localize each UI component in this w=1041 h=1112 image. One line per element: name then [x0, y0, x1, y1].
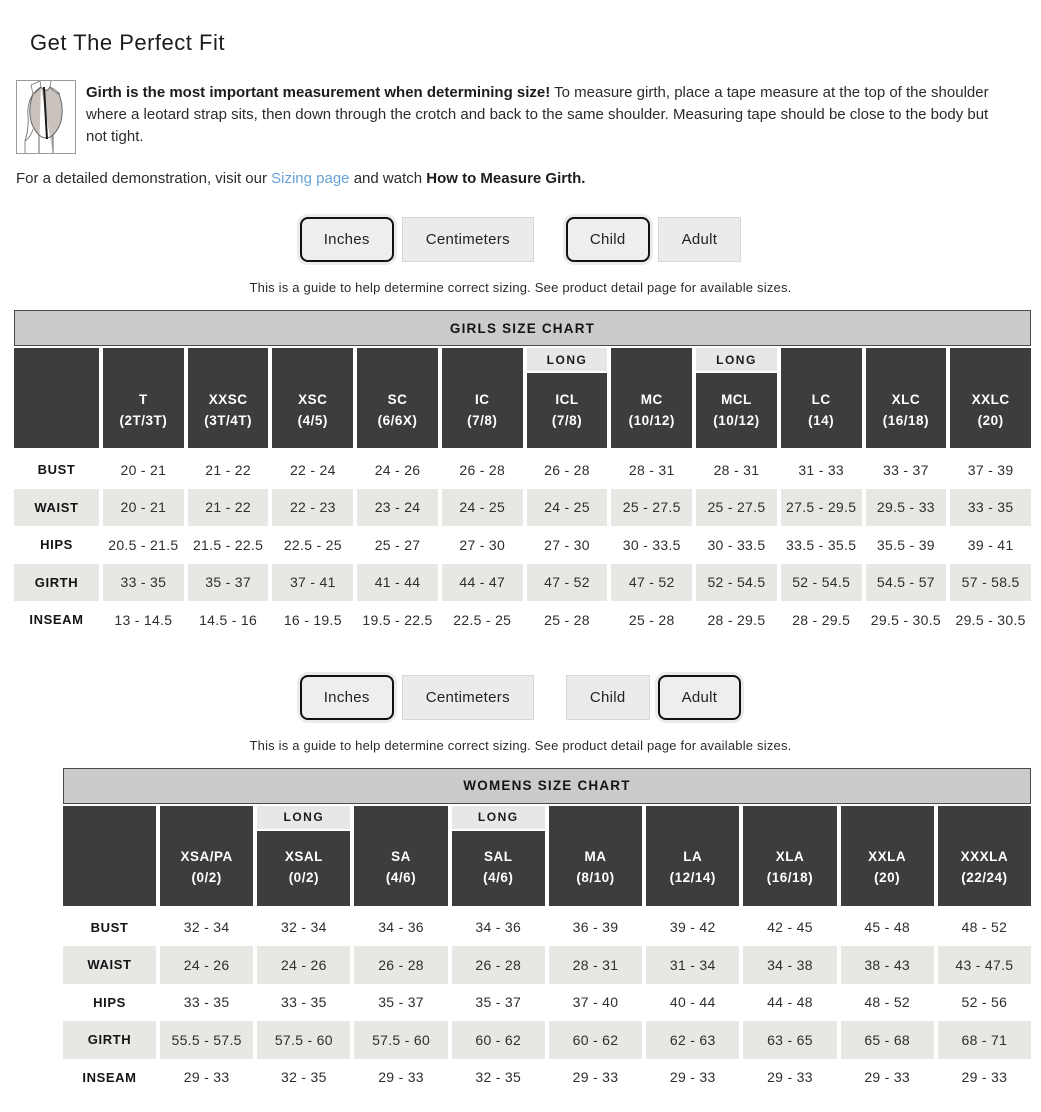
size-cell: 65 - 68: [841, 1021, 934, 1059]
size-cell: 35 - 37: [452, 984, 545, 1022]
size-cell: 28 - 31: [549, 946, 642, 984]
size-cell: 37 - 39: [950, 451, 1031, 489]
column-header-xxla: [841, 806, 934, 906]
header-corner-cell: [63, 806, 156, 906]
size-code: SAL: [484, 849, 513, 865]
size-cell: 27 - 30: [527, 526, 608, 564]
size-cell: 34 - 36: [452, 909, 545, 947]
size-cell: 54.5 - 57: [866, 564, 947, 602]
size-range: (4/5): [297, 412, 328, 428]
size-cell: 25 - 27.5: [611, 489, 692, 527]
size-range: (20): [977, 412, 1004, 428]
size-cell: 31 - 33: [781, 451, 862, 489]
size-cell: 47 - 52: [611, 564, 692, 602]
column-header-label: [866, 373, 947, 448]
size-range: (6/6X): [377, 412, 418, 428]
column-header-label: [781, 373, 862, 448]
size-cell: 33 - 37: [866, 451, 947, 489]
page-title: Get The Perfect Fit: [30, 30, 225, 55]
size-cell: 48 - 52: [938, 909, 1031, 947]
size-code: XSAL: [284, 849, 323, 865]
size-cell: 20.5 - 21.5: [103, 526, 184, 564]
girth-intro-section: [16, 80, 1011, 154]
size-code: XXXLA: [960, 849, 1009, 865]
size-range: (14): [808, 412, 835, 428]
size-cell: 25 - 27.5: [696, 489, 777, 527]
size-cell: 35.5 - 39: [866, 526, 947, 564]
size-cell: 44 - 48: [743, 984, 836, 1022]
column-header-label: [950, 373, 1031, 448]
size-range: (22/24): [961, 870, 1008, 885]
size-code: XSC: [298, 391, 328, 407]
column-header-icl: [527, 348, 608, 448]
size-range: (3T/4T): [204, 412, 252, 428]
column-header-lc: [781, 348, 862, 448]
inches-button[interactable]: Inches: [300, 675, 394, 720]
size-cell: 20 - 21: [103, 489, 184, 527]
size-range: (16/18): [882, 412, 930, 428]
centimeters-button[interactable]: Centimeters: [402, 675, 534, 720]
size-cell: 24 - 26: [160, 946, 253, 984]
size-range: (7/8): [467, 412, 498, 428]
size-cell: 22 - 24: [272, 451, 353, 489]
size-cell: 22.5 - 25: [442, 601, 523, 639]
adult-button[interactable]: Adult: [658, 675, 742, 720]
size-code: MCL: [721, 391, 752, 407]
column-header-label: [257, 831, 350, 906]
size-code: XLC: [891, 391, 921, 407]
size-cell: 24 - 26: [257, 946, 350, 984]
girls-chart-caption: This is a guide to help determine correct sizing. See product detail page for available sizes.: [249, 280, 792, 295]
size-cell: 31 - 34: [646, 946, 739, 984]
size-cell: 38 - 43: [841, 946, 934, 984]
column-header-sal: [452, 806, 545, 906]
column-header-label: [357, 373, 438, 448]
size-cell: 41 - 44: [357, 564, 438, 602]
size-cell: 26 - 28: [354, 946, 447, 984]
row-label-inseam: INSEAM: [14, 601, 99, 639]
girls-size-chart: [14, 310, 1031, 639]
table-row-hips: [63, 984, 1031, 1022]
size-range: (0/2): [288, 870, 319, 885]
size-cell: 62 - 63: [646, 1021, 739, 1059]
girth-measure-illustration: [17, 81, 75, 153]
leotard-figure: [16, 80, 76, 154]
size-cell: 21 - 22: [188, 451, 269, 489]
size-cell: 25 - 28: [527, 601, 608, 639]
size-code: MC: [640, 391, 663, 407]
size-cell: 57.5 - 60: [354, 1021, 447, 1059]
size-cell: 63 - 65: [743, 1021, 836, 1059]
girth-intro-bold: Girth is the most important measurement when determining size!: [86, 84, 551, 101]
girls-toggle-group: [0, 217, 1041, 262]
size-cell: 24 - 25: [442, 489, 523, 527]
size-cell: 30 - 33.5: [611, 526, 692, 564]
girls-size-chart-titlebar: GIRLS SIZE CHART: [14, 310, 1031, 346]
size-cell: 22.5 - 25: [272, 526, 353, 564]
size-cell: 57 - 58.5: [950, 564, 1031, 602]
size-cell: 33 - 35: [103, 564, 184, 602]
size-cell: 27 - 30: [442, 526, 523, 564]
column-header-xsal: [257, 806, 350, 906]
long-badge: LONG: [257, 806, 350, 831]
size-cell: 29.5 - 30.5: [950, 601, 1031, 639]
size-code: XXLC: [971, 391, 1010, 407]
centimeters-button[interactable]: Centimeters: [402, 217, 534, 262]
size-cell: 37 - 40: [549, 984, 642, 1022]
size-range: (20): [874, 870, 901, 885]
column-header-xsa-pa: [160, 806, 253, 906]
size-cell: 68 - 71: [938, 1021, 1031, 1059]
size-cell: 26 - 28: [527, 451, 608, 489]
size-cell: 29.5 - 33: [866, 489, 947, 527]
chart-header-row: [63, 806, 1031, 906]
size-code: IC: [475, 391, 490, 407]
size-cell: 29 - 33: [841, 1059, 934, 1097]
column-header-label: [354, 831, 447, 906]
size-cell: 19.5 - 22.5: [357, 601, 438, 639]
size-cell: 52 - 56: [938, 984, 1031, 1022]
row-label-girth: GIRTH: [14, 564, 99, 602]
long-badge: LONG: [452, 806, 545, 831]
table-row-girth: [14, 564, 1031, 602]
size-cell: 29 - 33: [160, 1059, 253, 1097]
column-header-label: [160, 831, 253, 906]
column-header-la: [646, 806, 739, 906]
table-row-bust: [63, 909, 1031, 947]
row-label-hips: HIPS: [14, 526, 99, 564]
size-range: (16/18): [766, 870, 814, 885]
size-cell: 28 - 31: [611, 451, 692, 489]
column-header-label: [611, 373, 692, 448]
size-code: XSA/PA: [180, 849, 233, 865]
size-range: (10/12): [713, 412, 760, 428]
size-cell: 35 - 37: [354, 984, 447, 1022]
size-range: (10/12): [628, 412, 675, 428]
column-header-label: [527, 373, 608, 448]
size-code: T: [138, 391, 148, 407]
size-code: XXSC: [208, 391, 248, 407]
size-range: (8/10): [576, 870, 615, 885]
column-header-label: [103, 373, 184, 448]
long-badge: LONG: [527, 348, 608, 373]
size-cell: 28 - 29.5: [696, 601, 777, 639]
size-cell: 37 - 41: [272, 564, 353, 602]
header-corner-cell: [14, 348, 99, 448]
table-row-bust: [14, 451, 1031, 489]
column-header-label: [743, 831, 836, 906]
demo-line: [16, 170, 1041, 187]
size-code: SA: [391, 849, 411, 865]
size-cell: 43 - 47.5: [938, 946, 1031, 984]
size-range: (12/14): [669, 870, 716, 885]
size-cell: 28 - 31: [696, 451, 777, 489]
size-code: XXLA: [868, 849, 907, 865]
column-header-label: [938, 831, 1031, 906]
table-row-girth: [63, 1021, 1031, 1059]
size-cell: 29 - 33: [549, 1059, 642, 1097]
size-code: LC: [811, 391, 831, 407]
column-header-xxlc: [950, 348, 1031, 448]
size-cell: 21.5 - 22.5: [188, 526, 269, 564]
size-cell: 33 - 35: [950, 489, 1031, 527]
size-cell: 14.5 - 16: [188, 601, 269, 639]
column-header-mcl: [696, 348, 777, 448]
size-cell: 29 - 33: [646, 1059, 739, 1097]
size-cell: 60 - 62: [452, 1021, 545, 1059]
size-cell: 26 - 28: [442, 451, 523, 489]
chart-header-row: [14, 348, 1031, 448]
size-range: (2T/3T): [119, 412, 168, 428]
size-cell: 25 - 27: [357, 526, 438, 564]
size-cell: 29.5 - 30.5: [866, 601, 947, 639]
womens-toggle-group: [0, 675, 1041, 720]
size-cell: 33 - 35: [257, 984, 350, 1022]
inches-button[interactable]: Inches: [300, 217, 394, 262]
size-cell: 57.5 - 60: [257, 1021, 350, 1059]
table-row-waist: [63, 946, 1031, 984]
size-cell: 39 - 41: [950, 526, 1031, 564]
womens-size-chart-titlebar: WOMENS SIZE CHART: [63, 768, 1031, 804]
size-cell: 52 - 54.5: [696, 564, 777, 602]
column-header-sc: [357, 348, 438, 448]
demo-bold: How to Measure Girth.: [426, 170, 586, 187]
size-cell: 13 - 14.5: [103, 601, 184, 639]
size-cell: 32 - 35: [257, 1059, 350, 1097]
size-cell: 26 - 28: [452, 946, 545, 984]
column-header-mc: [611, 348, 692, 448]
size-cell: 60 - 62: [549, 1021, 642, 1059]
size-code: LA: [683, 849, 703, 865]
size-cell: 25 - 28: [611, 601, 692, 639]
size-range: (4/6): [385, 870, 417, 885]
column-header-label: [188, 373, 269, 448]
girth-intro-text: [86, 80, 1011, 148]
table-row-hips: [14, 526, 1031, 564]
size-code: SC: [387, 391, 408, 407]
size-cell: 48 - 52: [841, 984, 934, 1022]
child-button[interactable]: Child: [566, 217, 650, 262]
womens-size-chart: [63, 768, 1031, 1097]
size-range: (0/2): [191, 870, 222, 885]
girth-intro-rest: To measure girth, place a tape measure at the top of the shoulder where a leotard strap sits, then down through the crotch and back to the same shoulder. Measuring tape should be close to the body but not tight.: [86, 84, 989, 145]
column-header-sa: [354, 806, 447, 906]
table-row-waist: [14, 489, 1031, 527]
size-cell: 30 - 33.5: [696, 526, 777, 564]
size-cell: 35 - 37: [188, 564, 269, 602]
size-cell: 28 - 29.5: [781, 601, 862, 639]
row-label-inseam: INSEAM: [63, 1059, 156, 1097]
table-row-inseam: [63, 1059, 1031, 1097]
row-label-waist: WAIST: [14, 489, 99, 527]
size-cell: 29 - 33: [938, 1059, 1031, 1097]
size-cell: 44 - 47: [442, 564, 523, 602]
size-cell: 32 - 34: [257, 909, 350, 947]
demo-middle: and watch: [349, 170, 427, 187]
row-label-hips: HIPS: [63, 984, 156, 1022]
size-cell: 32 - 34: [160, 909, 253, 947]
size-code: ICL: [555, 391, 579, 407]
size-cell: 29 - 33: [354, 1059, 447, 1097]
row-label-waist: WAIST: [63, 946, 156, 984]
size-cell: 32 - 35: [452, 1059, 545, 1097]
column-header-label: [646, 831, 739, 906]
size-cell: 45 - 48: [841, 909, 934, 947]
size-cell: 36 - 39: [549, 909, 642, 947]
column-header-xsc: [272, 348, 353, 448]
column-header-label: [841, 831, 934, 906]
size-cell: 23 - 24: [357, 489, 438, 527]
column-header-label: [549, 831, 642, 906]
column-header-label: [452, 831, 545, 906]
column-header-xlc: [866, 348, 947, 448]
row-label-bust: BUST: [63, 909, 156, 947]
size-code: XLA: [775, 849, 805, 865]
size-cell: 52 - 54.5: [781, 564, 862, 602]
size-cell: 39 - 42: [646, 909, 739, 947]
size-cell: 22 - 23: [272, 489, 353, 527]
column-header-label: [272, 373, 353, 448]
size-cell: 55.5 - 57.5: [160, 1021, 253, 1059]
sizing-page-link[interactable]: Sizing page: [271, 170, 350, 187]
adult-button[interactable]: Adult: [658, 217, 742, 262]
size-cell: 27.5 - 29.5: [781, 489, 862, 527]
column-header-xxxla: [938, 806, 1031, 906]
row-label-bust: BUST: [14, 451, 99, 489]
size-cell: 24 - 25: [527, 489, 608, 527]
size-cell: 33.5 - 35.5: [781, 526, 862, 564]
column-header-ic: [442, 348, 523, 448]
column-header-ma: [549, 806, 642, 906]
column-header-t: [103, 348, 184, 448]
size-code: MA: [584, 849, 607, 865]
demo-prefix: For a detailed demonstration, visit our: [16, 170, 272, 187]
long-badge: LONG: [696, 348, 777, 373]
size-cell: 24 - 26: [357, 451, 438, 489]
size-cell: 34 - 38: [743, 946, 836, 984]
size-cell: 20 - 21: [103, 451, 184, 489]
column-header-label: [696, 373, 777, 448]
table-row-inseam: [14, 601, 1031, 639]
size-cell: 33 - 35: [160, 984, 253, 1022]
child-button[interactable]: Child: [566, 675, 650, 720]
size-range: (4/6): [483, 870, 514, 885]
size-cell: 40 - 44: [646, 984, 739, 1022]
womens-chart-caption: This is a guide to help determine correct sizing. See product detail page for available sizes.: [249, 737, 792, 753]
row-label-girth: GIRTH: [63, 1021, 156, 1059]
size-cell: 47 - 52: [527, 564, 608, 602]
size-cell: 16 - 19.5: [272, 601, 353, 639]
size-cell: 21 - 22: [188, 489, 269, 527]
column-header-xxsc: [188, 348, 269, 448]
size-cell: 42 - 45: [743, 909, 836, 947]
size-cell: 34 - 36: [354, 909, 447, 947]
size-cell: 29 - 33: [743, 1059, 836, 1097]
column-header-label: [442, 373, 523, 448]
column-header-xla: [743, 806, 836, 906]
size-range: (7/8): [551, 412, 583, 428]
